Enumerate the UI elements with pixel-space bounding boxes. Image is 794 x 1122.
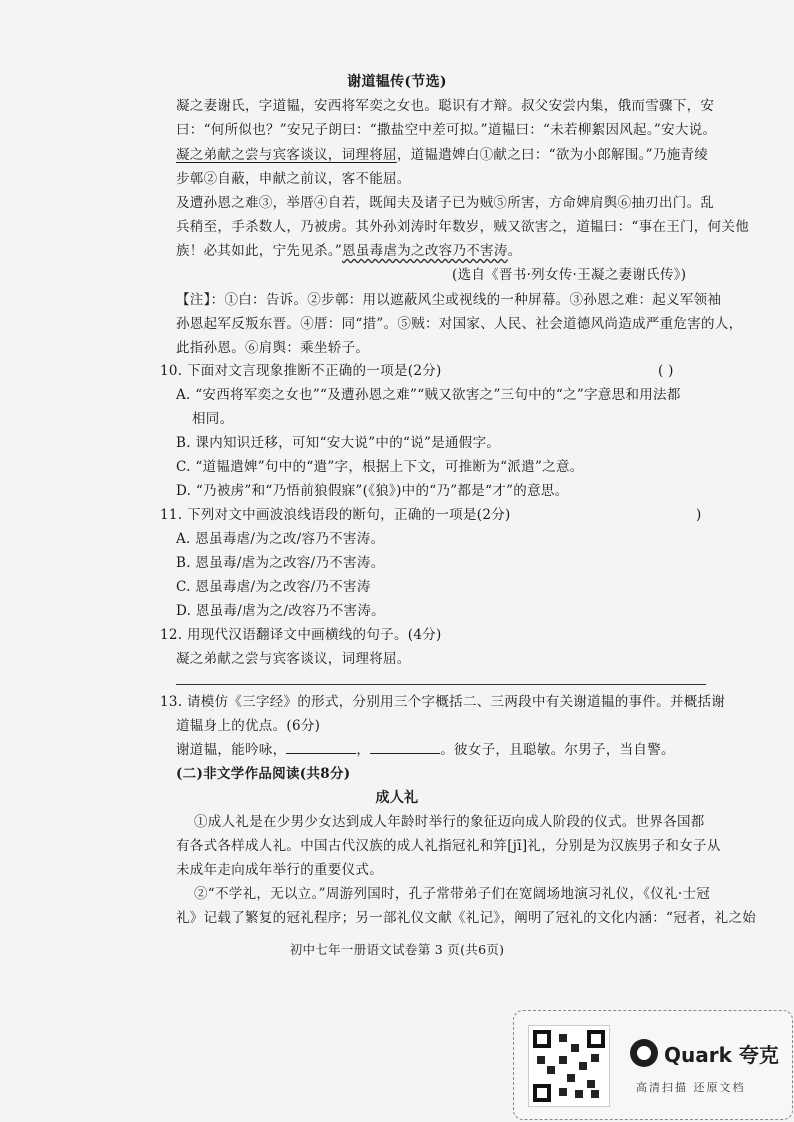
notes-line2: 孙恩起军反叛东晋。④厝：同“措”。⑤贼：对国家、人民、社会道德风尚造成严重危害的人， xyxy=(176,316,743,332)
q11-stem: 11. 下列对文中画波浪线语段的断句，正确的一项是(2分) xyxy=(160,507,511,523)
passage-title: 谢道韫传(节选) xyxy=(347,74,447,90)
passage-p2-line1 xyxy=(176,146,708,164)
passage-source: (选自《晋书·列女传·王凝之妻谢氏传》) xyxy=(452,267,687,283)
q13-fill-separator: ， xyxy=(356,742,371,758)
quark-tagline: 高清扫描 还原文档 xyxy=(636,1081,746,1094)
q13-blank-1[interactable] xyxy=(286,741,356,754)
q10-option-d: D. “乃被虏”和“乃悟前狼假寐”(《狼》)中的“乃”都是“才”的意思。 xyxy=(176,483,569,499)
section2-p1-line2: 有各式各样成人礼。中国古代汉族的成人礼指冠礼和笄[jī]礼，分别是为汉族男子和女子从 xyxy=(176,838,721,854)
q10-option-b: B. 课内知识迁移，可知“安大说”中的“说”是通假字。 xyxy=(176,435,501,451)
notes-line1: 【注】：①白：告诉。②步鄣：用以遮蔽风尘或视线的一种屏幕。③孙恩之难：起义军领袖 xyxy=(176,292,722,308)
page-footer: 初中七年一册语文试卷第 3 页(共6页) xyxy=(289,942,505,957)
passage-p3-line3-pre: 族！必其如此，宁先见杀。” xyxy=(176,243,343,259)
quark-watermark-badge xyxy=(513,1010,793,1120)
q11-answer-bracket[interactable]: ) xyxy=(696,507,702,523)
q13-stem-line1: 13. 请模仿《三字经》的形式，分别用三个字概括二、三两段中有关谢道韫的事件。并概括谢 xyxy=(160,694,726,710)
quark-brand: Quark 夸克 xyxy=(664,1043,779,1067)
wavy-underlined-sentence: 恩虽毒虐为之改容乃不害涛 xyxy=(342,243,508,259)
section2-title: 成人礼 xyxy=(375,790,419,806)
q10-answer-bracket[interactable]: ( ) xyxy=(658,363,674,379)
section2-p1-line1: ①成人礼是在少男少女达到成人年龄时举行的象征迈向成人阶段的仪式。世界各国都 xyxy=(194,814,705,830)
q10-option-a: A. “安西将军奕之女也”“及遭孙恩之难”“贼又欲害之”三句中的“之”字意思和用法都 xyxy=(176,387,681,403)
q11-option-a: A. 恩虽毒虐/为之改/容乃不害涛。 xyxy=(176,531,385,547)
q10-option-c: C. “道韫遣婢”句中的“遣”字，根据上下文，可推断为“派遣”之意。 xyxy=(176,459,584,475)
passage-p1-line1: 凝之妻谢氏，字道韫，安西将军奕之女也。聪识有才辩。叔父安尝内集，俄而雪骤下，安 xyxy=(176,98,715,114)
q12-sentence: 凝之弟献之尝与宾客谈议，词理将屈。 xyxy=(176,651,411,667)
q13-fill-in xyxy=(176,741,675,759)
passage-p3-line3-post: 。 xyxy=(507,243,522,259)
q13-stem-line2: 道韫身上的优点。(6分) xyxy=(176,718,321,734)
q13-blank-2[interactable] xyxy=(370,741,440,754)
underlined-sentence: 凝之弟献之尝与宾客谈议，词理将屈 xyxy=(176,147,397,163)
passage-p2-line1-rest: ，道韫遣婢白①献之曰：“欲为小郎解围。”乃施青绫 xyxy=(396,147,709,163)
q10-stem: 10. 下面对文言现象推断不正确的一项是(2分) xyxy=(160,363,442,379)
q12-answer-line[interactable] xyxy=(176,684,706,685)
section2-p2-line2: 礼》记载了繁复的冠礼程序；另一部礼仪文献《礼记》，阐明了冠礼的文化内涵：“冠者，礼之始 xyxy=(176,910,757,926)
quark-logo-icon xyxy=(630,1039,658,1067)
qr-code-icon xyxy=(528,1025,610,1107)
notes-line3: 此指孙恩。⑥肩舆：乘坐轿子。 xyxy=(176,340,370,356)
q11-option-c: C. 恩虽毒虐/为之改容/乃不害涛 xyxy=(176,579,371,595)
passage-p3-line1: 及遭孙恩之难③，举厝④自若，既闻夫及诸子已为贼⑤所害，方命婢肩舆⑥抽刃出门。乱 xyxy=(176,195,715,211)
q13-fill-suffix: 。彼女子，且聪敏。尔男子，当自警。 xyxy=(440,742,675,758)
q12-stem: 12. 用现代汉语翻译文中画横线的句子。(4分) xyxy=(160,627,442,643)
q11-option-d: D. 恩虽毒/虐为之/改容乃不害涛。 xyxy=(176,603,385,619)
q11-option-b: B. 恩虽毒/虐为之改容/乃不害涛。 xyxy=(176,555,385,571)
passage-p2-line2: 步鄣②自蔽，申献之前议，客不能屈。 xyxy=(176,171,411,187)
section2-p1-line3: 未成年走向成年举行的重要仪式。 xyxy=(176,862,383,878)
section2-p2-line1: ②“不学礼，无以立。”周游列国时，孔子常带弟子们在宽阔场地演习礼仪，《仪礼·士冠 xyxy=(194,886,711,902)
section2-heading: (二)非文学作品阅读(共8分) xyxy=(176,766,351,782)
passage-p3-line3 xyxy=(176,242,521,260)
passage-p1-line2: 曰：“何所似也？”安兄子朗曰：“撒盐空中差可拟。”道韫曰：“未若柳絮因风起。”安大说。 xyxy=(176,122,717,138)
q13-fill-prefix: 谢道韫，能吟咏， xyxy=(176,742,287,758)
q10-option-a-cont: 相同。 xyxy=(192,411,234,427)
passage-p3-line2: 兵稍至，手杀数人，乃被虏。其外孙刘涛时年数岁，贼又欲害之，道韫曰：“事在王门，何关他 xyxy=(176,219,749,235)
